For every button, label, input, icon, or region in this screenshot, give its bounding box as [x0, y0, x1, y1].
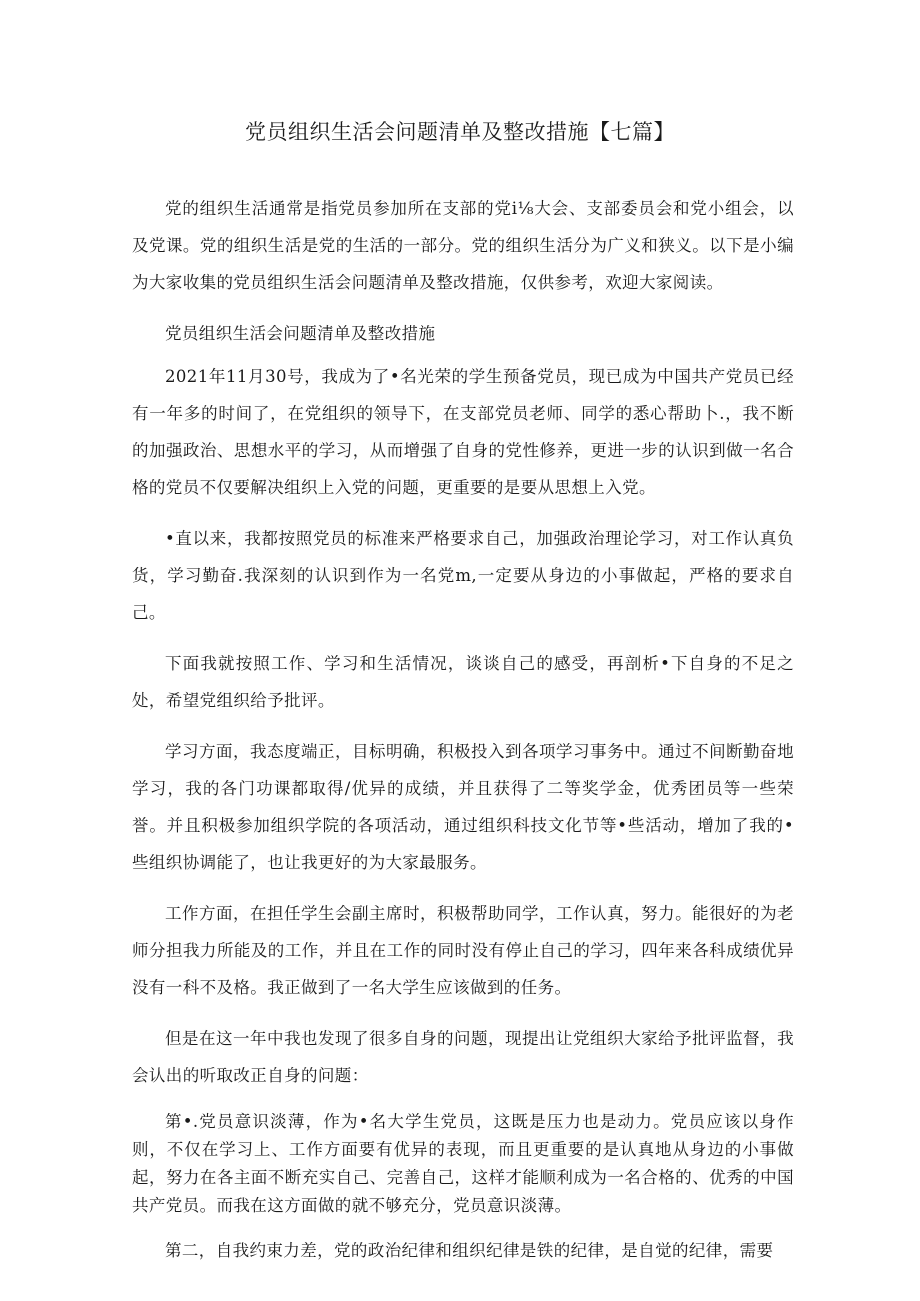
- section-heading: 党员组织生活会问题清单及整改措施: [165, 324, 436, 343]
- paragraph-intro: 党的组织生活通常是指党员参加所在支部的党i⅛大会、支部委员会和党小组会，以及党课。党的组织生活是党的生活的一部分。党的组织生活分为广义和狭义。以下是小编为大家收集的党员组织生活会问题清单及整改措施，仅供参考，欢迎大家阅读。: [132, 199, 794, 292]
- document-body: [132, 190, 794, 1283]
- paragraph-self-requirement: •直以来，我都按照党员的标准来严格要求自己，加强政治理论学习，对工作认真负货，学习勤奋.我深刻的认识到作为一名党m,一定要从身边的小事做起，严格的要求自己。: [132, 529, 794, 622]
- paragraph-problems-intro: 但是在这一年中我也发现了很多自身的问题，现提出让党组织大家给予批评监督，我会认出的听取改正自身的问题：: [132, 1029, 794, 1085]
- paragraph-problem-2: 第二，自我约束力差，党的政治纪律和组织纪律是铁的纪律，是自觉的纪律，需要: [165, 1241, 774, 1260]
- paragraph-study: 学习方面，我态度端正，目标明确，积极投入到各项学习事务中。通过不间断勤奋地学习，我的各门功课都取得/优异的成绩，并且获得了二等奖学金，优秀团员等一些荣誉。并且积极参加组织学院的各项活动，通过组织科技文化节等•些活动，增加了我的•些组织协调能了，也让我更好的为大家最服务。: [132, 742, 794, 872]
- paragraph-work: 工作方面，在担任学生会副主席时，积极帮助同学，工作认真，努力。能很好的为老师分担我力所能及的工作，并且在工作的同时没有停止自己的学习，四年来各科成绩优异没有一科不及格。我正做到了一名大学生应该做到的任务。: [132, 904, 794, 997]
- paragraph-problem-1: 第•.党员意识淡薄，作为•名大学生党员，这既是压力也是动力。党员应该以身作则，不仅在学习上、工作方面要有优异的表现，而且更重要的是认真地从身边的小事做起，努力在各主面不断充实自己、完善自己，这样才能顺利成为一名合格的、优秀的中国共产党员。而我在这方面做的就不够充分，党员意识淡薄。: [132, 1112, 794, 1215]
- document-title: 党员组织生活会问题清单及整改措施【七篇】: [245, 120, 675, 144]
- paragraph-background: 2021年11月30号，我成为了•名光荣的学生预备党员，现已成为中国共产党员已经有一年多的时间了，在党组织的领导下，在支部党员老师、同学的悉心帮助卜.，我不断的加强政治、思想水平的学习，从而增强了自身的党性修养，更进一步的认识到做一名合格的党员不仅要解决组织上入党的问题，更重要的是要从思想上入党。: [132, 367, 794, 497]
- paragraph-overview: 下面我就按照工作、学习和生活情况，谈谈自己的感受，再剖析•下自身的不足之处，希望党组织给予批评。: [132, 654, 794, 710]
